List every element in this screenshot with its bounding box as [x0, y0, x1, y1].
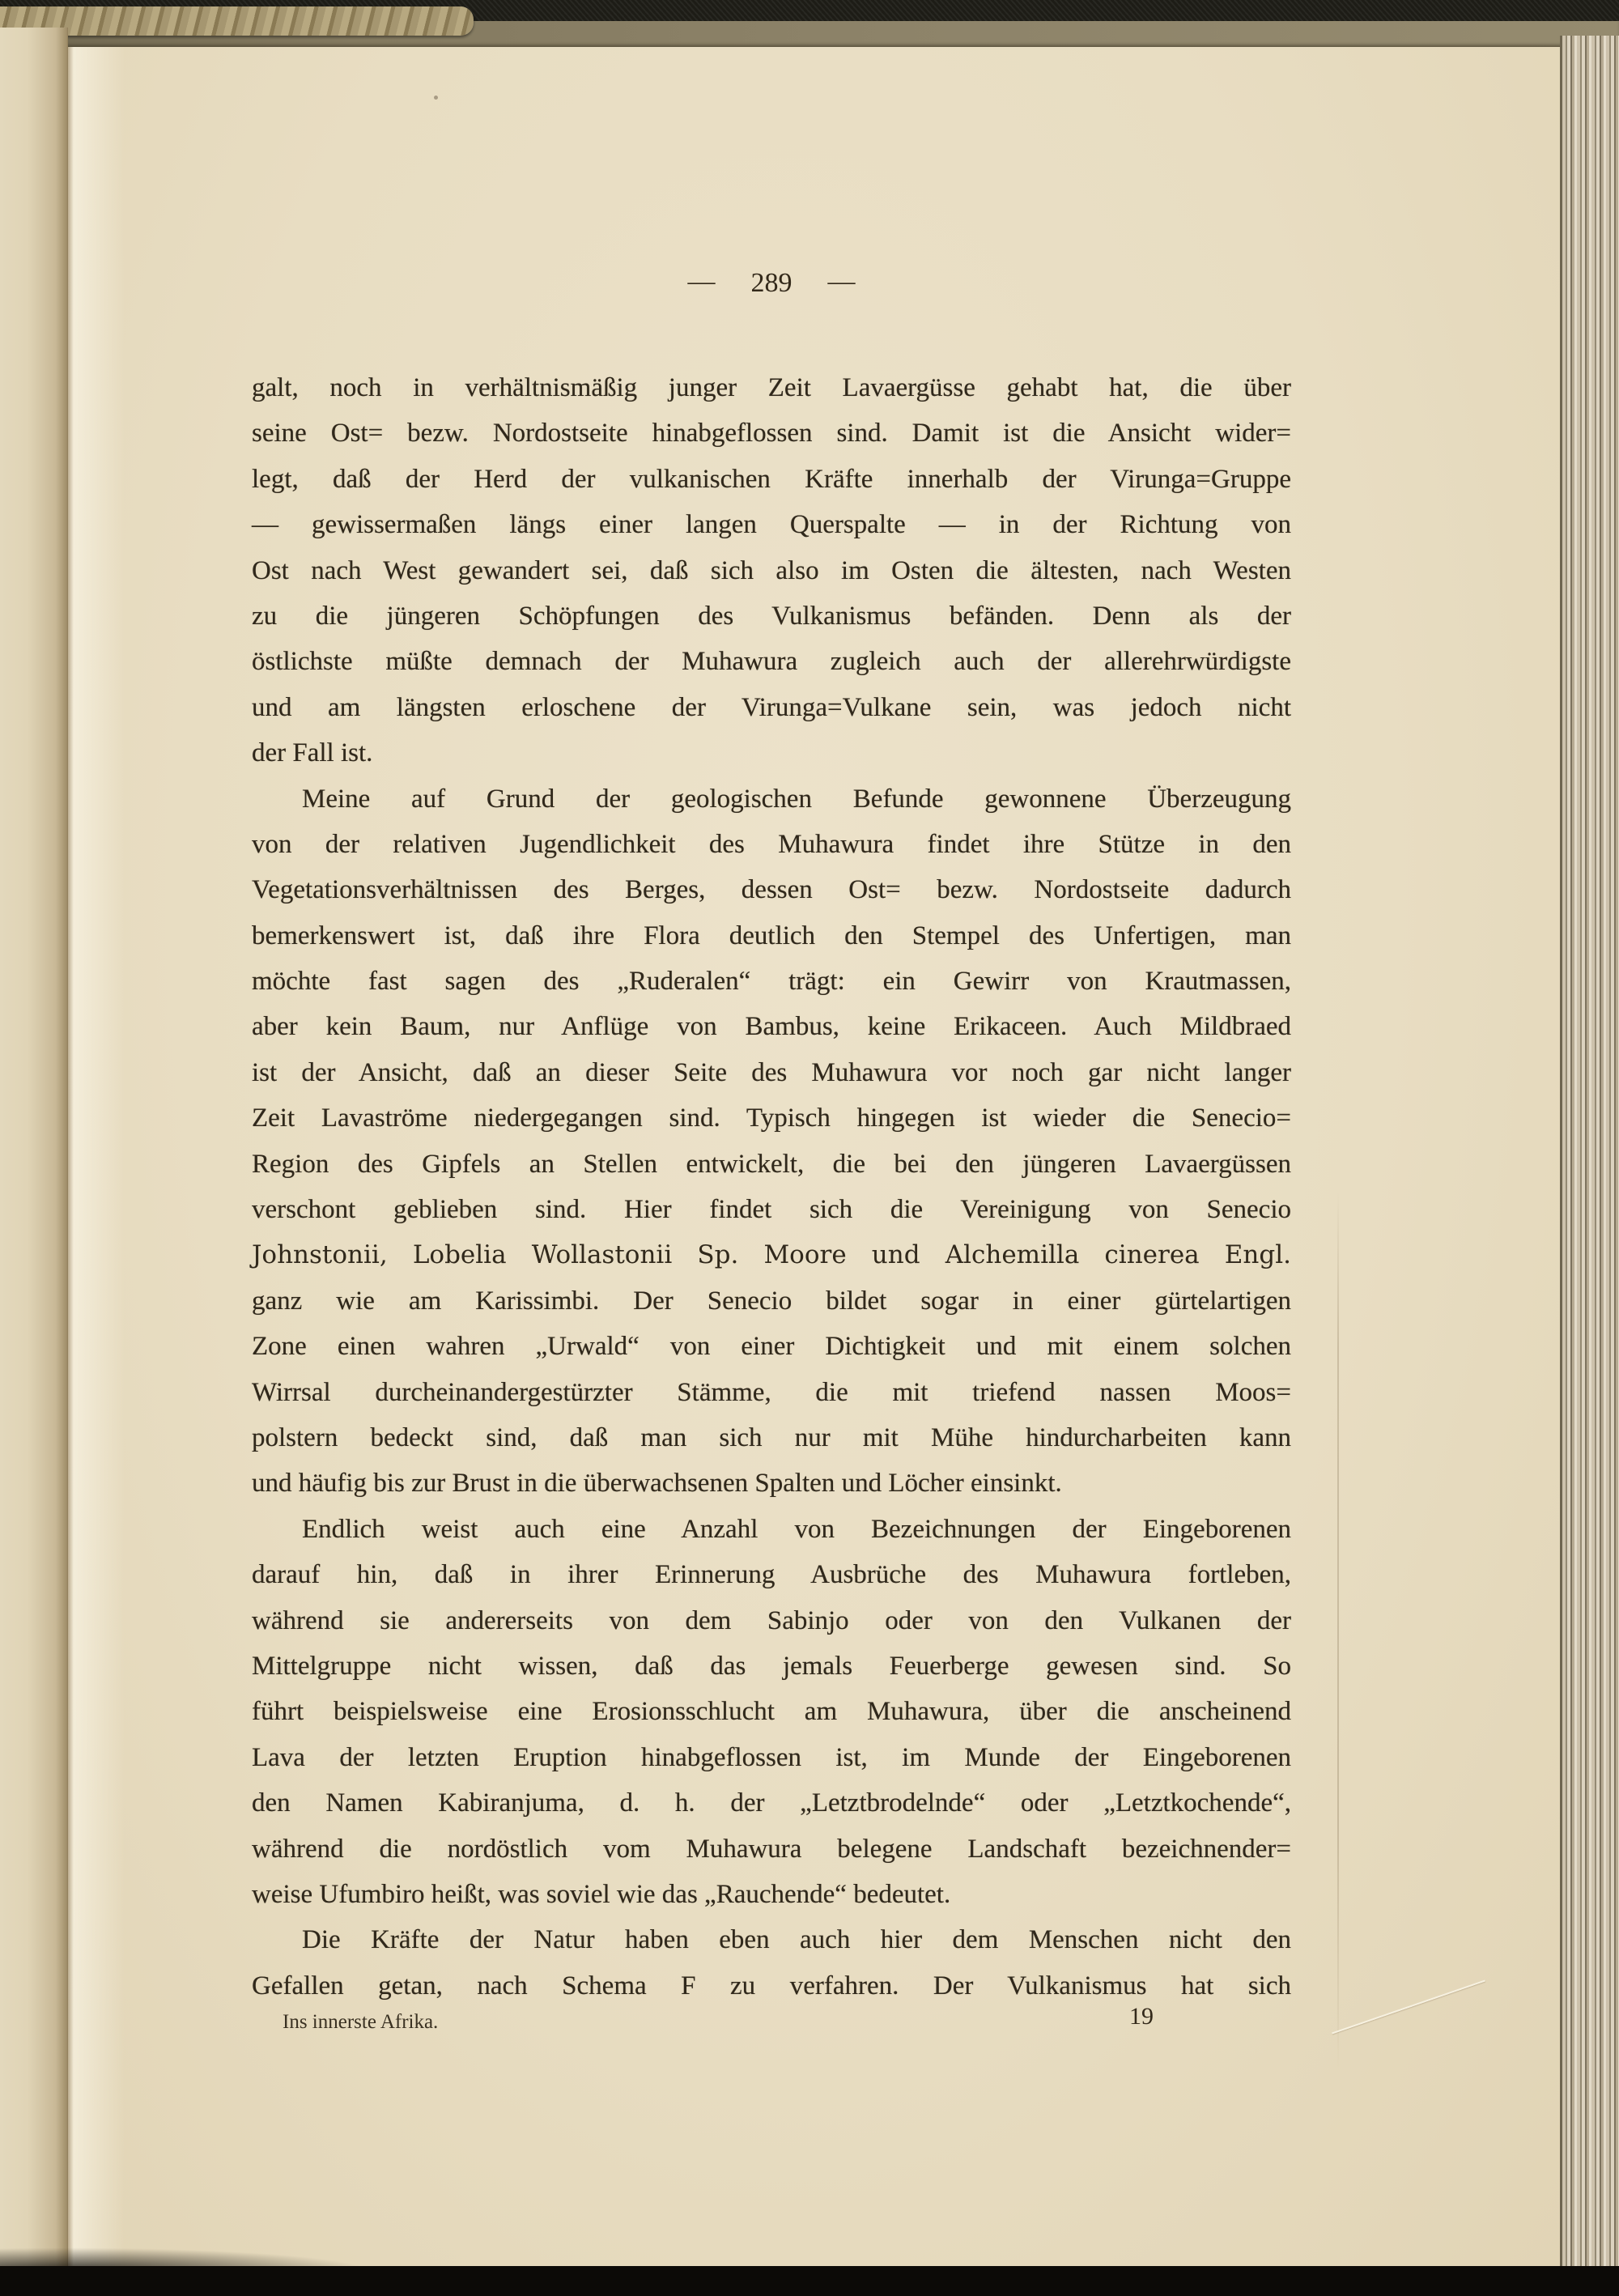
text-line: Endlich weist auch eine Anzahl von Bezeichnungen der Eingeborenen: [302, 1514, 1291, 1544]
text-line: Mittelgruppe nicht wissen, daß das jemals Feuerberge gewesen sind. So: [252, 1651, 1291, 1681]
text-line: Zeit Lavaströme niedergegangen sind. Typisch hingegen ist wieder die Senecio=: [252, 1103, 1291, 1133]
page-fore-edge-stack: [1560, 36, 1619, 2270]
headband-stitching: [0, 6, 474, 36]
text-line: Vegetationsverhältnissen des Berges, dessen Ost= bezw. Nordostseite dadurch: [252, 875, 1291, 905]
text-line: möchte fast sagen des „Ruderalen“ trägt: ein Gewirr von Krautmassen,: [252, 967, 1291, 997]
text-line: während die nordöstlich vom Muhawura belegene Landschaft bezeichnender=: [252, 1834, 1291, 1864]
text-line: führt beispielsweise eine Erosionsschlucht am Muhawura, über die anscheinend: [252, 1697, 1291, 1727]
text-line: zu die jüngeren Schöpfungen des Vulkanismus befänden. Denn als der: [252, 601, 1291, 631]
paper-speck: [434, 96, 438, 100]
gutter-fold-shadow: [68, 47, 125, 2267]
text-line: von der relativen Jugendlichkeit des Muhawura findet ihre Stütze in den: [252, 829, 1291, 859]
text-line: Zone einen wahren „Urwald“ von einer Dichtigkeit und mit einem solchen: [252, 1332, 1291, 1362]
bottom-page-curl-shadow: [0, 2247, 372, 2272]
text-line: Ost nach West gewandert sei, daß sich also im Osten die ältesten, nach Westen: [252, 555, 1291, 585]
page-number: 289: [750, 268, 793, 298]
text-line: ist der Ansicht, daß an dieser Seite des Muhawura vor noch gar nicht langer: [252, 1057, 1291, 1087]
text-line: und häufig bis zur Brust in die überwachsenen Spalten und Löcher einsinkt.: [252, 1469, 1062, 1499]
text-line: verschont geblieben sind. Hier findet sich die Vereinigung von Senecio: [252, 1195, 1291, 1225]
page-number-right-dash: —: [827, 266, 856, 296]
text-line: aber kein Baum, nur Anflüge von Bambus, keine Erikaceen. Auch Mildbraed: [252, 1012, 1291, 1042]
text-line: galt, noch in verhältnismäßig junger Zeit Lavaergüsse gehabt hat, die über: [252, 373, 1291, 402]
text-line: weise Ufumbiro heißt, was soviel wie das „Rauchende“ bedeutet.: [252, 1879, 951, 1909]
text-line: Wirrsal durcheinandergestürzter Stämme, die mit triefend nassen Moos=: [252, 1377, 1291, 1407]
text-line: ganz wie am Karissimbi. Der Senecio bildet sogar in einer gürtelartigen: [252, 1286, 1291, 1316]
text-line: Lava der letzten Eruption hinabgeflossen ist, im Munde der Eingeborenen: [252, 1742, 1291, 1772]
page-number-row: [252, 268, 1291, 299]
text-line: den Namen Kabiranjuma, d. h. der „Letztbrodelnde“ oder „Letztkochende“,: [252, 1788, 1291, 1818]
text-line: östlichste müßte demnach der Muhawura zugleich auch der allerehrwürdigste: [252, 647, 1291, 677]
text-line: Region des Gipfels an Stellen entwickelt, die bei den jüngeren Lavaergüssen: [252, 1149, 1291, 1179]
text-line: Gefallen getan, nach Schema F zu verfahren. Der Vulkanismus hat sich: [252, 1971, 1291, 2000]
text-line: bemerkenswert ist, daß ihre Flora deutlich den Stempel des Unfertigen, man: [252, 921, 1291, 950]
text-line: polstern bedeckt sind, daß man sich nur mit Mühe hindurcharbeiten kann: [252, 1422, 1291, 1452]
text-line: und am längsten erloschene der Virunga=Vulkane sein, was jedoch nicht: [252, 692, 1291, 722]
text-line: Johnstonii, Lobelia Wollastonii Sp. Moore und Alchemilla cinerea Engl.: [252, 1240, 1291, 1270]
text-line: darauf hin, daß in ihrer Erinnerung Ausbrüche des Muhawura fortleben,: [252, 1560, 1291, 1590]
text-line: seine Ost= bezw. Nordostseite hinabgeflossen sind. Damit ist die Ansicht wider=: [252, 419, 1291, 449]
facing-page-edge: [0, 28, 68, 2272]
text-line: der Fall ist.: [252, 738, 373, 768]
printer-signature: Ins innerste Afrika.: [283, 2011, 439, 2033]
page-number-left-dash: —: [687, 266, 716, 296]
sheet-number: 19: [1129, 2003, 1154, 2030]
text-line: legt, daß der Herd der vulkanischen Kräfte innerhalb der Virunga=Gruppe: [252, 464, 1291, 494]
paper-crease-vertical: [1337, 1190, 1339, 2073]
text-line: während sie andererseits von dem Sabinjo oder von den Vulkanen der: [252, 1605, 1291, 1635]
text-line: Meine auf Grund der geologischen Befunde gewonnene Überzeugung: [302, 784, 1291, 814]
text-line: — gewissermaßen längs einer langen Querspalte — in der Richtung von: [252, 510, 1291, 540]
body-text: [252, 365, 1291, 2009]
text-line: Die Kräfte der Natur haben eben auch hier dem Menschen nicht den: [302, 1925, 1291, 1955]
